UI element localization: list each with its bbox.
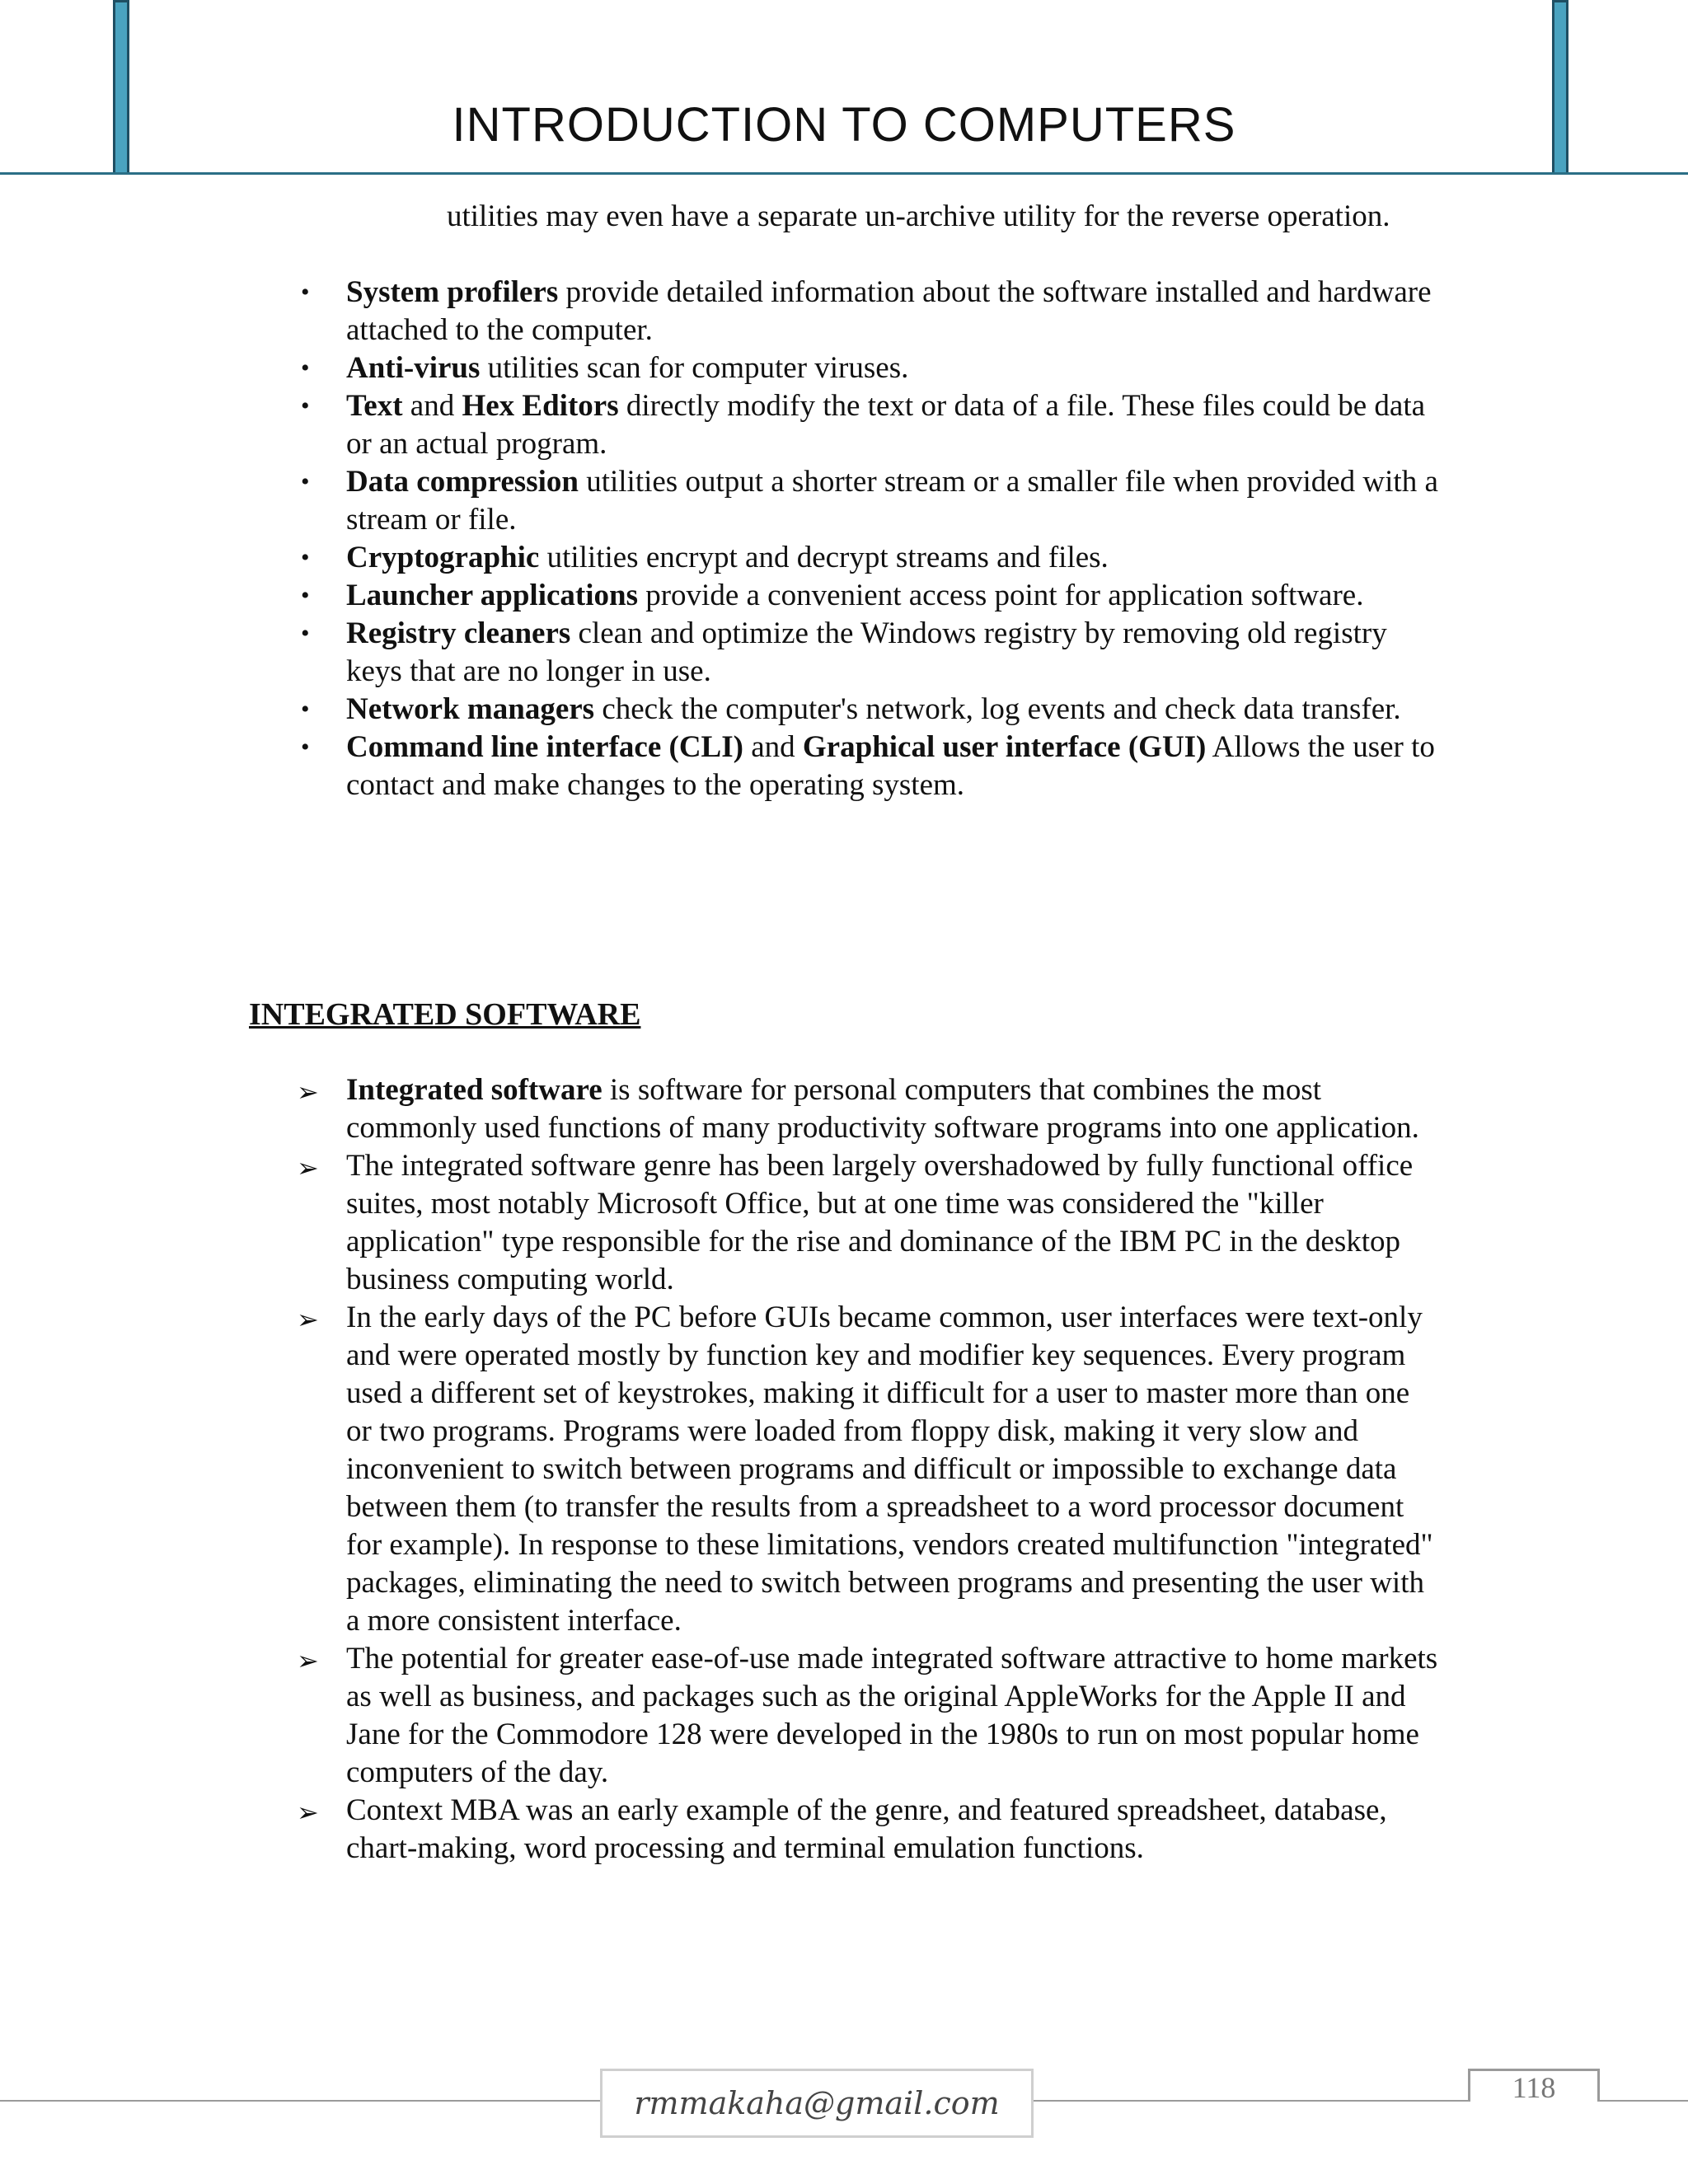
footer-divider-right <box>1600 2100 1688 2102</box>
bullet-icon: • <box>301 733 310 761</box>
list-item: • Text and Hex Editors directly modify the text or data of a file. These files could be data or an actual program. <box>301 389 1426 461</box>
list-item: • Anti-virus utilities scan for computer viruses. <box>346 349 1442 387</box>
bullet-icon: • <box>301 544 310 571</box>
list-item: • Cryptographic utilities encrypt and decrypt streams and files. <box>346 539 1442 577</box>
footer-divider-left <box>0 2100 600 2102</box>
page-number: 118 <box>1468 2069 1600 2102</box>
arrow-bullet-icon: ➢ <box>297 1645 319 1676</box>
utility-bullet-list <box>301 274 1442 804</box>
bullet-icon: • <box>301 354 310 382</box>
integrated-software-list <box>297 1071 1442 1868</box>
header-divider <box>0 172 1688 175</box>
arrow-bullet-icon: ➢ <box>297 1797 319 1828</box>
list-item: ➢ The integrated software genre has been largely overshadowed by fully functional office suites, most notably Microsoft Office, but at one time was considered the "killer application" type responsible for the rise and dominance of the IBM PC in the desktop business computing world. <box>297 1149 1414 1296</box>
bullet-icon: • <box>301 620 310 647</box>
list-item: ➢ Integrated software is software for personal computers that combines the most commonly used functions of many productivity software programs into one application. <box>297 1073 1419 1145</box>
bullet-icon: • <box>301 279 310 306</box>
list-item: • Data compression utilities output a shorter stream or a smaller file when provided with a stream or file. <box>301 465 1438 537</box>
intro-continuation-text: utilities may even have a separate un-archive utility for the reverse operation. <box>447 199 1390 233</box>
arrow-bullet-icon: ➢ <box>297 1304 319 1335</box>
section-heading: INTEGRATED SOFTWARE <box>249 997 641 1032</box>
bullet-icon: • <box>301 392 310 419</box>
arrow-bullet-icon: ➢ <box>297 1076 319 1108</box>
page-header-title: INTRODUCTION TO COMPUTERS <box>452 98 1236 152</box>
list-item: ➢ Context MBA was an early example of the genre, and featured spreadsheet, database, chart-making, word processing and terminal emulation functions. <box>297 1793 1387 1865</box>
list-item: • Network managers check the computer's network, log events and check data transfer. <box>346 691 1442 729</box>
list-item: ➢ In the early days of the PC before GUIs became common, user interfaces were text-only and were operated mostly by function key and modifier key sequences. Every program used a different set of keystrokes, making it difficult for a user to master more than one or two programs. Programs were loaded from floppy disk, making it very slow and inconvenient to switch between programs and difficult or impossible to exchange data between them (to transfer the results from a spreadsheet to a word processor document for example). In response to these limitations, vendors created multifunction "integrated" packages, eliminating the need to switch between programs and presenting the user with a more consistent interface. <box>297 1301 1433 1638</box>
footer-divider-middle <box>1034 2100 1468 2102</box>
list-item: • Command line interface (CLI) and Graphical user interface (GUI) Allows the user to contact and make changes to the operating system. <box>301 730 1435 802</box>
bullet-icon: • <box>301 582 310 609</box>
list-item: • System profilers provide detailed information about the software installed and hardware attached to the computer. <box>301 275 1432 347</box>
bullet-icon: • <box>301 468 310 495</box>
footer-email: rmmakaha@gmail.com <box>600 2069 1034 2138</box>
arrow-bullet-icon: ➢ <box>297 1152 319 1183</box>
bullet-icon: • <box>301 696 310 723</box>
list-item: • Registry cleaners clean and optimize the Windows registry by removing old registry keys that are no longer in use. <box>301 616 1387 688</box>
list-item: ➢ The potential for greater ease-of-use made integrated software attractive to home markets as well as business, and packages such as the original AppleWorks for the Apple II and Jane for the Commodore 128 were developed in the 1980s to run on most popular home computers of the day. <box>297 1642 1438 1789</box>
list-item: • Launcher applications provide a convenient access point for application software. <box>346 577 1442 615</box>
